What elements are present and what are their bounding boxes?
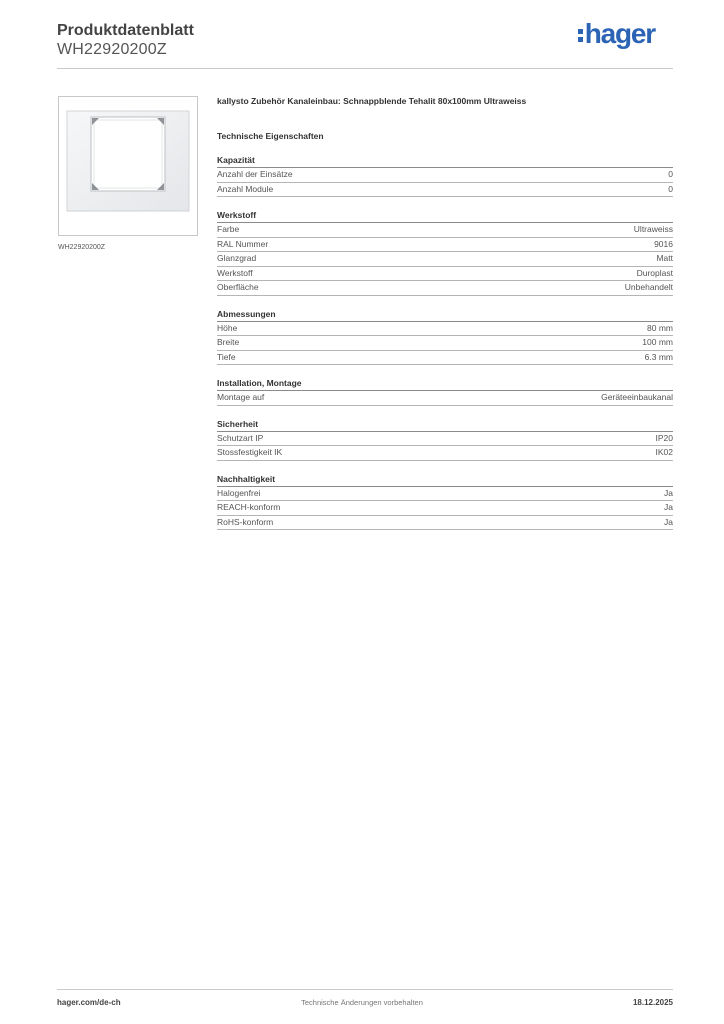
spec-row — [217, 432, 673, 447]
spec-row — [217, 168, 673, 183]
spec-value: Ultraweiss — [633, 224, 673, 234]
spec-value: Duroplast — [636, 267, 673, 278]
product-code: WH22920200Z — [57, 41, 167, 58]
spec-value: 6.3 mm — [644, 351, 673, 362]
spec-section — [217, 154, 673, 197]
spec-row — [217, 322, 673, 337]
spec-value: IP20 — [655, 432, 673, 443]
document-title: Produktdatenblatt — [57, 22, 194, 39]
cover-frame-image — [58, 96, 198, 236]
spec-section — [217, 209, 673, 296]
product-description: kallysto Zubehör Kanaleinbau: Schnappblende Tehalit 80x100mm Ultraweiss — [217, 96, 527, 106]
spec-label: Oberfläche — [217, 282, 259, 292]
hager-logo — [578, 20, 655, 48]
spec-label: Höhe — [217, 322, 238, 333]
spec-label: Glanzgrad — [217, 253, 257, 263]
spec-section — [217, 418, 673, 461]
spec-label: Anzahl Module — [217, 183, 274, 194]
spec-label: Werkstoff — [217, 267, 253, 278]
spec-row — [217, 351, 673, 366]
spec-value: 9016 — [654, 238, 673, 249]
spec-label: Anzahl der Einsätze — [217, 169, 293, 179]
logo-dots-icon — [578, 20, 583, 48]
spec-row — [217, 281, 673, 296]
footer-notice: Technische Änderungen vorbehalten — [301, 998, 423, 1007]
spec-value: 80 mm — [647, 322, 673, 333]
section-title: Sicherheit — [217, 418, 673, 432]
spec-value: Matt — [656, 253, 673, 263]
spec-section — [217, 377, 673, 406]
footer-website: hager.com/de-ch — [57, 998, 121, 1007]
spec-label: Tiefe — [217, 351, 236, 362]
spec-section — [217, 308, 673, 366]
section-title: Kapazität — [217, 154, 673, 168]
spec-label: REACH-konform — [217, 502, 281, 512]
spec-row — [217, 446, 673, 461]
spec-label: Halogenfrei — [217, 487, 261, 498]
spec-row — [217, 267, 673, 282]
header-divider — [57, 68, 673, 69]
section-title: Abmessungen — [217, 308, 673, 322]
footer-divider — [57, 989, 673, 990]
spec-sections — [217, 154, 673, 530]
spec-label: Montage auf — [217, 392, 265, 402]
logo-text: hager — [584, 18, 655, 49]
spec-row — [217, 487, 673, 502]
spec-value: Geräteeinbaukanal — [601, 392, 673, 402]
spec-row — [217, 223, 673, 238]
spec-label: RoHS-konform — [217, 516, 274, 527]
spec-label: Breite — [217, 337, 240, 347]
spec-row — [217, 183, 673, 198]
spec-label: Stossfestigkeit IK — [217, 447, 283, 457]
spec-row — [217, 336, 673, 351]
image-caption: WH22920200Z — [58, 244, 106, 251]
spec-value: Ja — [664, 516, 673, 527]
tech-properties-heading: Technische Eigenschaften — [217, 131, 324, 141]
spec-value: Unbehandelt — [624, 282, 673, 292]
spec-value: Ja — [664, 502, 673, 512]
spec-value: 0 — [668, 183, 673, 194]
section-title: Nachhaltigkeit — [217, 473, 673, 487]
spec-row — [217, 252, 673, 267]
page-header — [57, 20, 673, 68]
spec-label: Schutzart IP — [217, 432, 264, 443]
spec-row — [217, 501, 673, 516]
spec-content — [217, 95, 673, 530]
spec-label: Farbe — [217, 224, 240, 234]
spec-row — [217, 391, 673, 406]
spec-label: RAL Nummer — [217, 238, 269, 249]
section-title: Installation, Montage — [217, 377, 673, 391]
spec-value: Ja — [664, 487, 673, 498]
spec-value: 100 mm — [642, 337, 673, 347]
spec-value: 0 — [668, 169, 673, 179]
spec-row — [217, 238, 673, 253]
spec-section — [217, 473, 673, 531]
spec-value: IK02 — [655, 447, 673, 457]
spec-row — [217, 516, 673, 531]
section-title: Werkstoff — [217, 209, 673, 223]
footer-date: 18.12.2025 — [632, 998, 673, 1007]
